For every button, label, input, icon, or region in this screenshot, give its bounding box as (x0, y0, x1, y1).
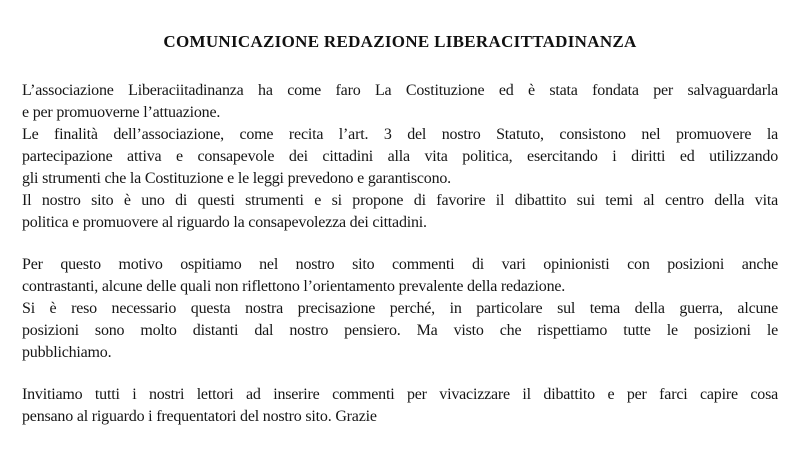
text-line: contrastanti, alcune delle quali non riflettono l’orientamento prevalente della redazione. (22, 278, 566, 295)
paragraph-block-1 (22, 80, 778, 234)
text-line: partecipazione attiva e consapevole dei cittadini alla vita politica, esercitando i diritti ed utilizzando (22, 148, 778, 165)
paragraph-statute-goals (22, 124, 778, 190)
paragraph-site-purpose (22, 190, 778, 234)
text-line: e per promuoverne l’attuazione. (22, 104, 221, 121)
paragraph-block-2 (22, 254, 778, 364)
text-line: pensano al riguardo i frequentatori del nostro sito. Grazie (22, 408, 377, 425)
paragraph-block-3 (22, 384, 778, 428)
text-line: Invitiamo tutti i nostri lettori ad inserire commenti per vivacizzare il dibattito e per farci capire cosa (22, 386, 778, 403)
text-line: Il nostro sito è uno di questi strumenti e si propone di favorire il dibattito sui temi al centro della vita (22, 192, 778, 209)
text-line: politica e promuovere al riguardo la consapevolezza dei cittadini. (22, 214, 427, 231)
document-title: COMUNICAZIONE REDAZIONE LIBERACITTADINANZA (163, 32, 637, 51)
text-line: pubblichiamo. (22, 344, 112, 361)
text-line: gli strumenti che la Costituzione e le leggi prevedono e garantiscono. (22, 170, 451, 187)
text-line: Per questo motivo ospitiamo nel nostro sito commenti di vari opinionisti con posizioni anche (22, 256, 778, 273)
text-line: L’associazione Liberaciitadinanza ha come faro La Costituzione ed è stata fondata per salvaguardarla (22, 82, 778, 99)
text-line: Si è reso necessario questa nostra precisazione perché, in particolare sul tema della guerra, alcune (22, 300, 778, 317)
paragraph-association-intro (22, 80, 778, 124)
paragraph-opinionists (22, 254, 778, 298)
paragraph-invitation (22, 384, 778, 428)
text-line: Le finalità dell’associazione, come recita l’art. 3 del nostro Statuto, consistono nel promuovere la (22, 126, 778, 143)
paragraph-clarification (22, 298, 778, 364)
text-line: posizioni sono molto distanti dal nostro pensiero. Ma visto che rispettiamo tutte le posizioni le (22, 322, 778, 339)
